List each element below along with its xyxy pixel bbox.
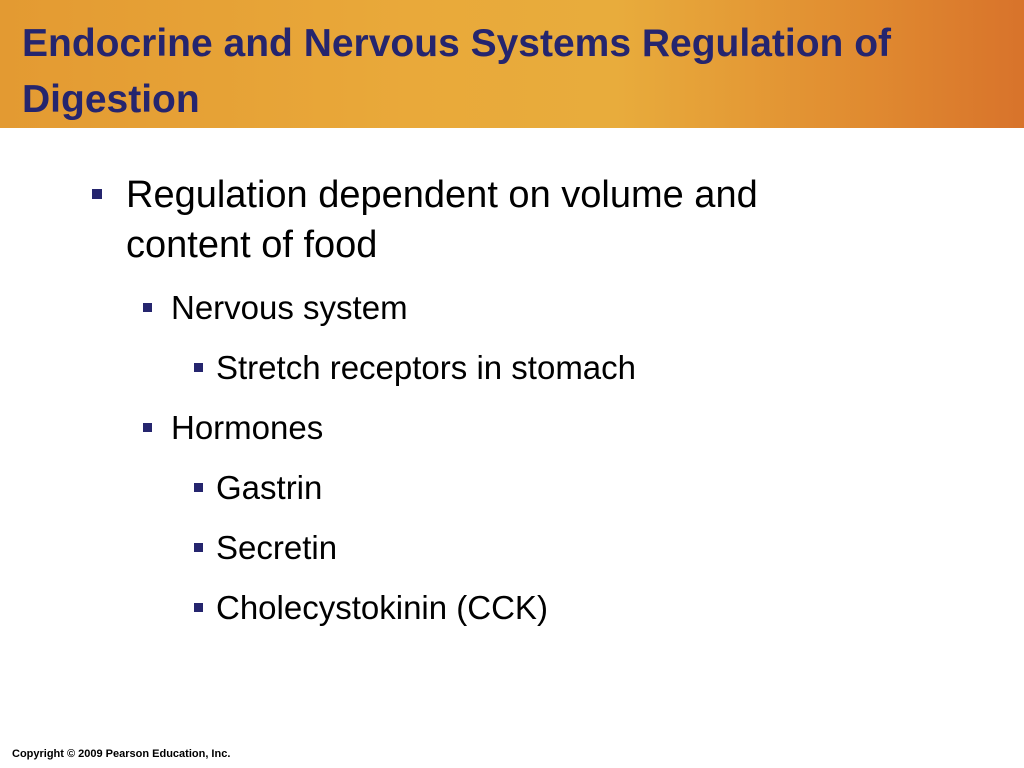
square-bullet-icon bbox=[194, 603, 203, 612]
bullet-text: Gastrin bbox=[216, 469, 323, 506]
square-bullet-icon bbox=[143, 303, 152, 312]
square-bullet-icon bbox=[194, 363, 203, 372]
square-bullet-icon bbox=[92, 189, 102, 199]
square-bullet-icon bbox=[194, 483, 203, 492]
square-bullet-icon bbox=[143, 423, 152, 432]
square-bullet-icon bbox=[194, 543, 203, 552]
bullet-text: Nervous system bbox=[171, 289, 408, 326]
slide-title: Endocrine and Nervous Systems Regulation of Digestion bbox=[22, 22, 892, 121]
bullet-text: Cholecystokinin (CCK) bbox=[216, 589, 548, 626]
bullet-text: Hormones bbox=[171, 409, 324, 446]
bullet-text: Stretch receptors in stomach bbox=[216, 349, 637, 386]
copyright-footer: Copyright © 2009 Pearson Education, Inc. bbox=[12, 748, 231, 760]
bullet-text: Regulation dependent on volume and content of food bbox=[126, 174, 758, 266]
bullet-text: Secretin bbox=[216, 529, 338, 566]
